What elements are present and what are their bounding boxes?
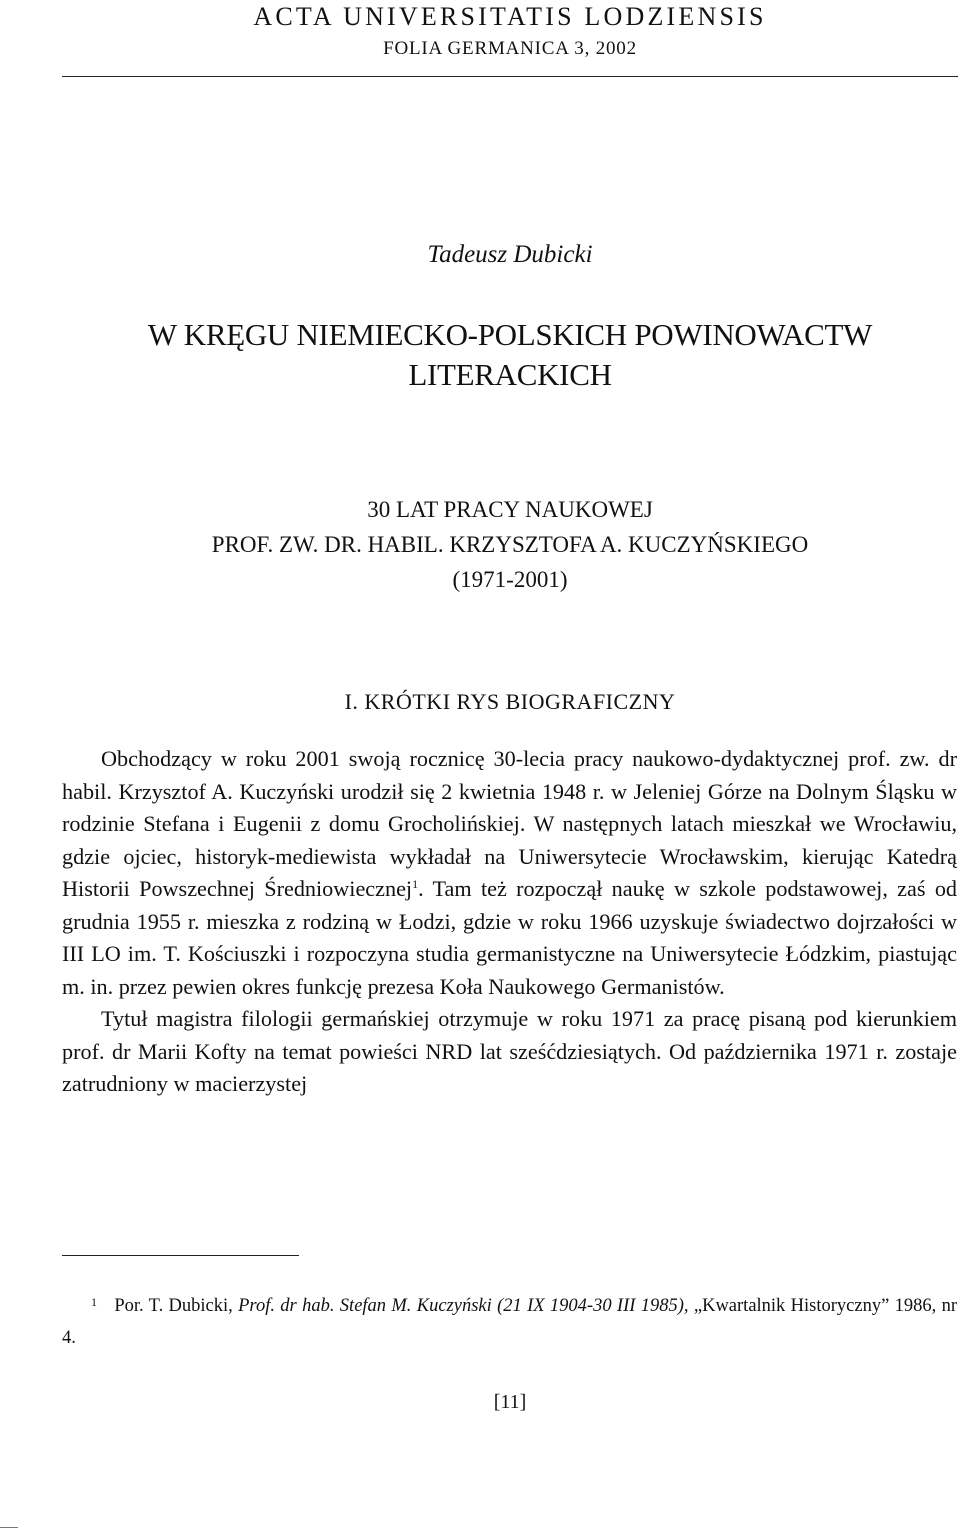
footnote-lead: Por. T. Dubicki,	[114, 1296, 233, 1316]
section-heading: I. KRÓTKI RYS BIOGRAFICZNY	[344, 689, 676, 714]
footnote-divider	[62, 1255, 299, 1256]
page-number: [11]	[493, 1391, 527, 1413]
title-line-2: LITERACKICH	[408, 357, 612, 392]
footnote-number: 1	[91, 1295, 97, 1309]
subtitle-line-3: (1971-2001)	[452, 567, 568, 592]
paragraph-1-after-note: . Tam też rozpoczął naukę w szkole podstawowej, zaś od grudnia 1955 r. mieszka z rodziną w Łodzi, gdzie w roku 1966 uzyskuje świadectwo dojrzałości w III LO im. T. Kościuszki i rozpoczyna studia germanistyczne na Uniwersytecie Łódzkim, piastując m. in. przez pewien okres funkcję prezesa Koła Naukowego Germanistów.	[62, 876, 958, 999]
subtitle-line-1: 30 LAT PRACY NAUKOWEJ	[367, 497, 653, 522]
header-divider	[62, 76, 958, 77]
footnote-title: Prof. dr hab. Stefan M. Kuczyński (21 IX 1904-30 III 1985),	[238, 1296, 689, 1316]
journal-title: ACTA UNIVERSITATIS LODZIENSIS	[253, 2, 767, 31]
journal-folio: FOLIA GERMANICA 3, 2002	[383, 38, 637, 59]
article-body	[62, 743, 957, 1101]
subtitle-line-2: PROF. ZW. DR. HABIL. KRZYSZTOFA A. KUCZYŃSKIEGO	[211, 532, 809, 557]
title-line-1: W KRĘGU NIEMIECKO-POLSKICH POWINOWACTW	[147, 317, 873, 352]
author-name: Tadeusz Dubicki	[427, 241, 593, 268]
body-paragraph-2: Tytuł magistra filologii germańskiej otrzymuje w roku 1971 za pracę pisaną pod kierunkiem prof. dr Marii Kofty na temat powieści NRD lat sześćdziesiątych. Od października 1971 r. zostaje zatrudniony w macierzystej	[62, 1006, 957, 1097]
article-title	[62, 315, 958, 395]
document-page	[62, 0, 958, 1535]
page-edge-mark	[0, 1527, 18, 1528]
body-paragraph-1	[62, 743, 957, 1003]
footnote-source: „Kwartalnik Historyczny” 1986, nr 4.	[62, 1296, 958, 1348]
paragraph-1-before-note: Obchodzący w roku 2001 swoją rocznicę 30-lecia pracy naukowo-dydaktycznej prof. zw. dr habil. Krzysztof A. Kuczyński urodził się 2 kwietnia 1948 r. w Jeleniej Górze na Dolnym Śląsku w rodzinie Stefana i Eugenii z domu Grocholińskiej. W następnych latach mieszkał we Wrocławiu, gdzie ojciec, historyk-mediewista wykładał na Uniwersytecie Wrocławskim, kierując Katedrą Historii Powszechnej Średniowiecznej	[62, 746, 957, 902]
footnote	[62, 1291, 957, 1354]
footnote-reference[interactable]: 1	[412, 877, 419, 892]
article-subtitle	[62, 492, 958, 597]
